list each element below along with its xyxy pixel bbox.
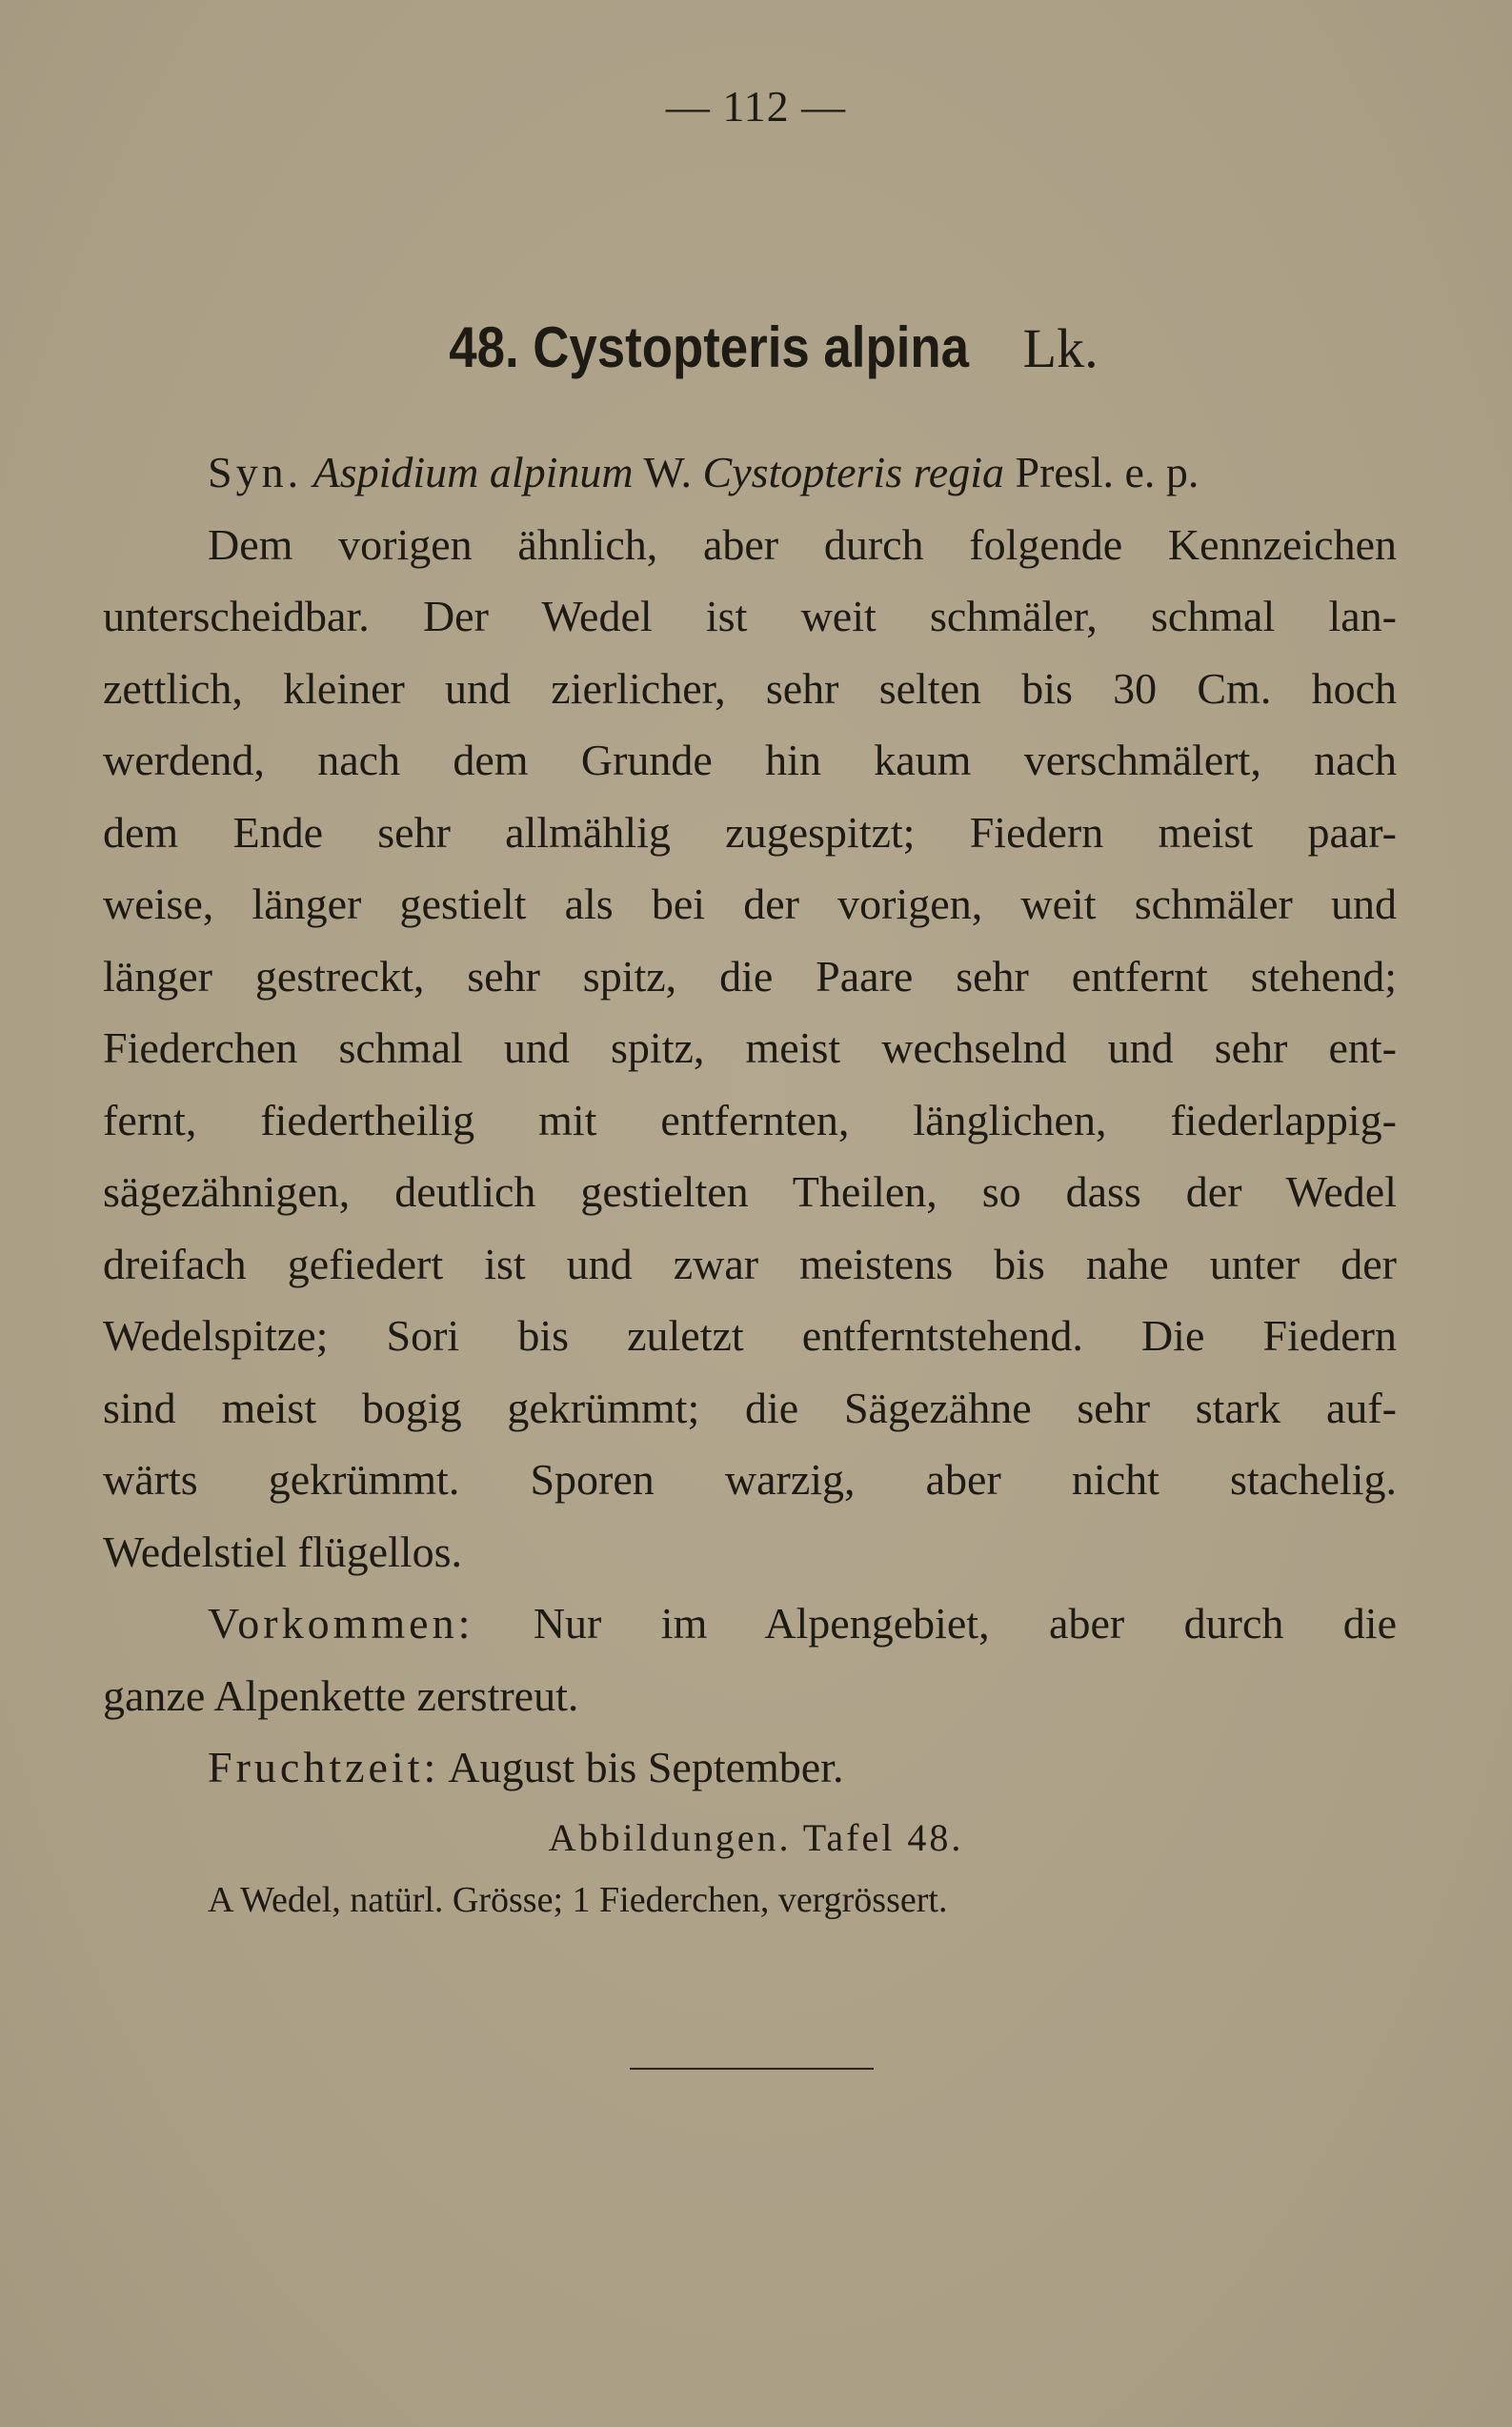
fruiting-text: August bis September. xyxy=(448,1743,844,1791)
desc-line: sind meist bogig gekrümmt; die Sägezähne sehr stark auf- xyxy=(103,1383,1397,1432)
species-heading xyxy=(0,314,1512,381)
synonym-line xyxy=(103,436,1397,509)
fruiting-line xyxy=(103,1731,1397,1804)
synonym-1: Aspidium alpinum xyxy=(312,448,634,496)
syn-label: Syn. xyxy=(208,448,303,496)
desc-line: zettlich, kleiner und zierlicher, sehr selten bis 30 Cm. hoch xyxy=(103,663,1397,713)
desc-line: Wedelstiel flügellos. xyxy=(103,1527,462,1576)
synonym-2: Cystopteris regia xyxy=(702,448,1004,496)
desc-line: dreifach gefiedert ist und zwar meistens bis nahe unter der xyxy=(103,1239,1397,1288)
description-body xyxy=(103,436,1397,1804)
species-title: 48. Cystopteris alpina xyxy=(449,315,970,379)
fruiting-label: Fruchtzeit: xyxy=(208,1743,440,1791)
desc-line: fernt, fiedertheilig mit entfernten, länglichen, fiederlappig- xyxy=(103,1095,1397,1144)
page-number: — 112 — xyxy=(665,82,847,131)
occurrence-line-2: ganze Alpenkette zerstreut. xyxy=(103,1670,579,1720)
species-author: Lk. xyxy=(1022,317,1099,379)
desc-line: werdend, nach dem Grunde hin kaum verschmälert, nach xyxy=(103,736,1397,784)
synonym-2-author: Presl. e. p. xyxy=(1015,448,1200,496)
desc-line: wärts gekrümmt. Sporen warzig, aber nicht stachelig. xyxy=(103,1455,1397,1504)
desc-line: unterscheidbar. Der Wedel ist weit schmäler, schmal lan- xyxy=(103,592,1397,640)
desc-line: Fiederchen schmal und spitz, meist wechselnd und sehr ent- xyxy=(103,1023,1397,1072)
desc-line: dem Ende sehr allmählig zugespitzt; Fiedern meist paar- xyxy=(103,807,1397,857)
desc-line: sägezähnigen, deutlich gestielten Theilen, so dass der Wedel xyxy=(103,1167,1397,1216)
illustrations-heading: Abbildungen. Tafel 48. xyxy=(548,1816,964,1859)
occurrence-label: Vorkommen: xyxy=(208,1599,474,1648)
desc-line: Dem vorigen ähnlich, aber durch folgende Kennzeichen xyxy=(208,519,1397,569)
desc-line: weise, länger gestielt als bei der vorigen, weit schmäler und xyxy=(103,880,1397,928)
occurrence-text: Nur im Alpengebiet, aber durch die xyxy=(533,1599,1397,1648)
occurrence-line xyxy=(103,1588,1397,1660)
divider-rule xyxy=(630,2068,874,2070)
desc-line: länger gestreckt, sehr spitz, die Paare sehr entfernt stehend; xyxy=(103,951,1397,1001)
synonym-1-author: W. xyxy=(643,448,693,496)
desc-line: Wedelspitze; Sori bis zuletzt entferntstehend. Die Fiedern xyxy=(103,1311,1397,1360)
illustrations-caption: A Wedel, natürl. Grösse; 1 Fiederchen, vergrössert. xyxy=(208,1880,948,1920)
